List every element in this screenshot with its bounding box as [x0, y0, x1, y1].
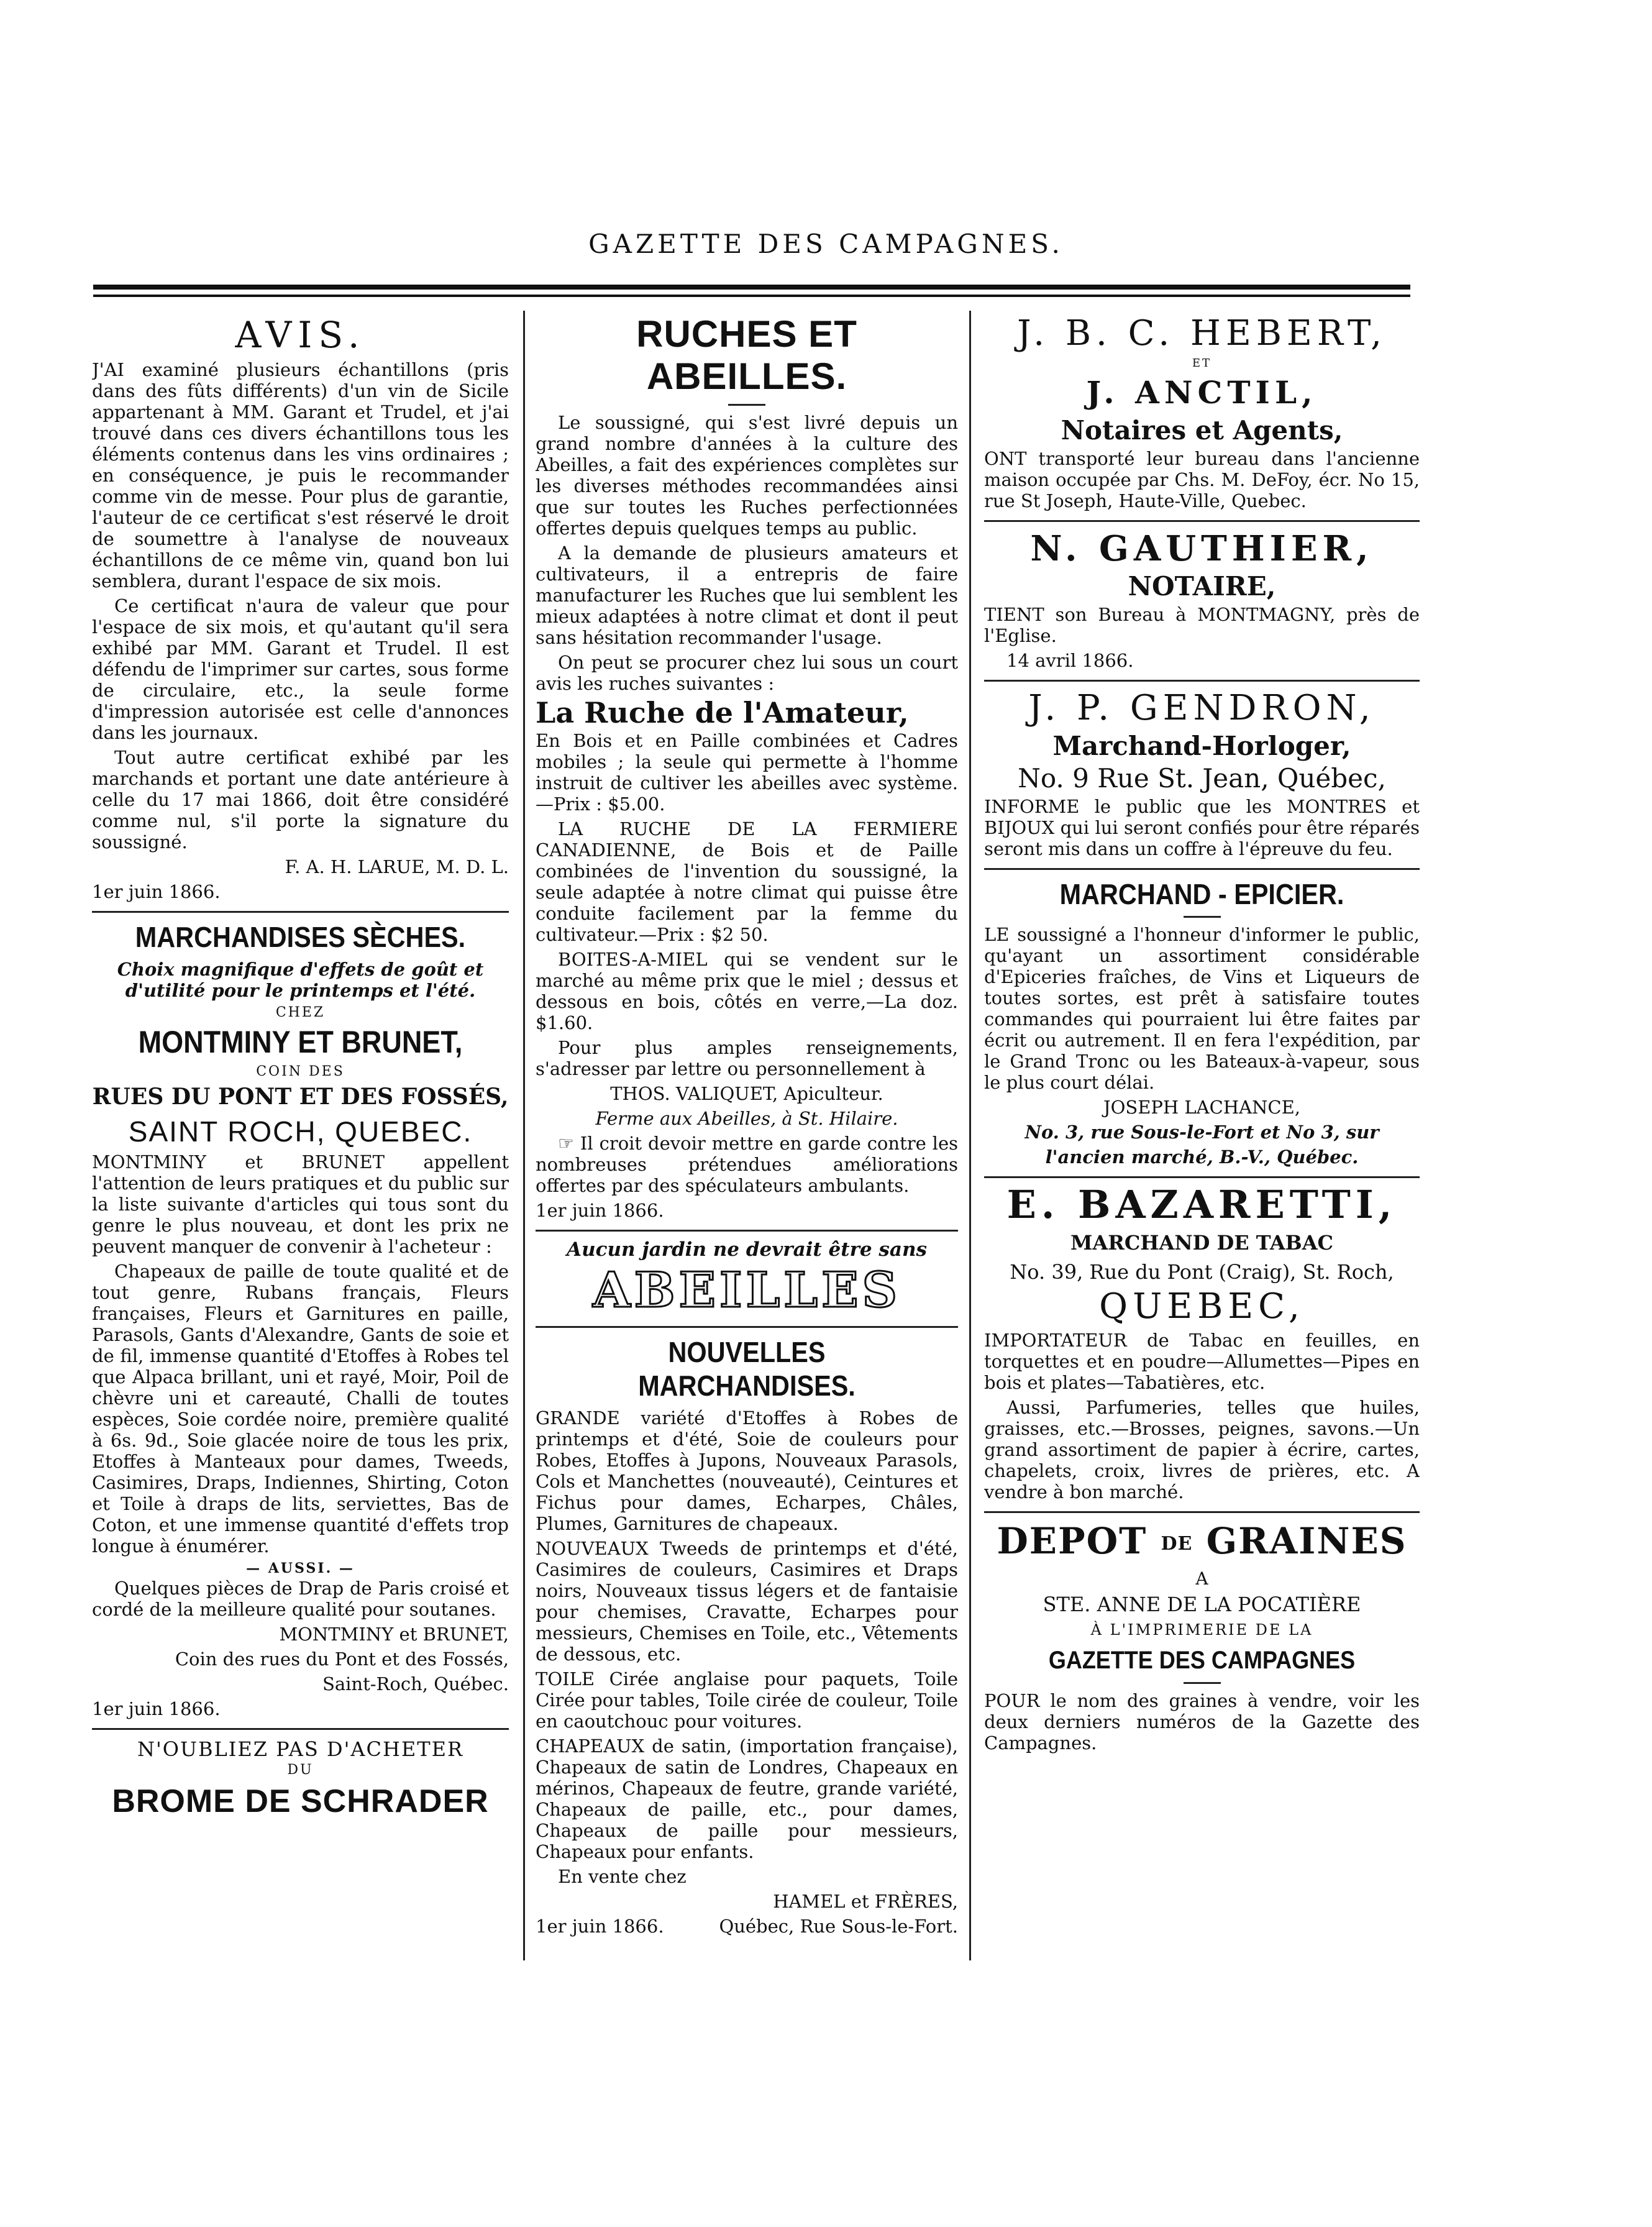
depot-title — [984, 1520, 1420, 1565]
nouvelles-vente: En vente chez — [558, 1866, 687, 1887]
hebert-role: Notaires et Agents, — [1061, 415, 1343, 446]
bazaretti-ad — [984, 1182, 1420, 1502]
avis-notice — [92, 316, 509, 902]
bazaretti-name: E. BAZARETTI, — [1006, 1182, 1397, 1227]
nouvelles-title: NOUVELLES MARCHANDISES. — [638, 1336, 856, 1402]
epicier-paragraph: LE soussigné a l'honneur d'informer le public, qu'ayant un assortiment considérable d'Epiceries fraîches, de Vins et Liqueurs de toutes sortes, est prêt à satisfaire toutes commandes qui pourraient lui être faites par écrit ou autrement. Il en fera l'expédition, par le Grand Tronc ou les Bateaux-à-vapeur, sous le plus court délai. — [984, 924, 1420, 1093]
gendron-name: J. P. GENDRON, — [1028, 688, 1376, 728]
jardin-ad — [536, 1239, 958, 1317]
ruches-paragraph-6: BOITES-A-MIEL qui se vendent sur le marché au même prix que le miel ; dessus et dessous en bois, côtés en verre,—La doz. $1.60. — [536, 949, 958, 1033]
ruches-paragraph-7: Pour plus amples renseignements, s'adresser par lettre ou personnellement à — [536, 1037, 958, 1079]
header-rule-thick — [93, 285, 1410, 290]
ruches-place: Ferme aux Abeilles, à St. Hilaire. — [595, 1108, 898, 1129]
jardin-line: Aucun jardin ne devrait être sans — [567, 1238, 927, 1261]
depot-a: A — [1195, 1568, 1208, 1589]
ruches-sign: THOS. VALIQUET, Apiculteur. — [610, 1083, 883, 1104]
ruches-paragraph-5: LA RUCHE DE LA FERMIERE CANADIENNE, de Bois et de Paille combinées de l'invention du soussigné, la seule adaptée à notre climat qui puisse être conduite facilement par la femme du cultivateur.—Prix : $2 50. — [536, 818, 958, 945]
page-title: GAZETTE DES CAMPAGNES. — [588, 229, 1064, 259]
depot-word: DEPOT — [997, 1520, 1148, 1562]
marchandises-aussi: — AUSSI. — — [246, 1560, 355, 1576]
nouvelles-date: 1er juin 1866. — [536, 1916, 664, 1937]
marchandises-addr-2: Saint-Roch, Québec. — [322, 1673, 509, 1694]
avis-paragraph-3: Tout autre certificat exhibé par les marchands et portant une date antérieure à celle du 17 mai 1866, doit être considéré comme nul, s'il porte la signature du soussigné. — [92, 747, 509, 853]
bazaretti-paragraph-1: IMPORTATEUR de Tabac en feuilles, en torquettes et en poudre—Allumettes—Pipes en bois et plates—Tabatières, etc. — [984, 1330, 1420, 1393]
marchandises-sign: MONTMINY et BRUNET, — [279, 1624, 509, 1645]
marchandises-title: MARCHANDISES SÈCHES. — [135, 921, 466, 953]
dash — [728, 404, 765, 406]
bazaretti-role: MARCHAND DE TABAC — [1070, 1231, 1334, 1255]
avis-paragraph-1: J'AI examiné plusieurs échantillons (pris dans des fûts différents) d'un vin de Sicile appartenant à MM. Garant et Trudel, et j'ai trouvé dans ces divers échantillons tous les éléments contenus dans les vins ordinaires ; en conséquence, je puis le recommander comme vin de messe. Pour plus de garantie, l'auteur de ce certificat s'est réservé le droit de soumettre à l'analyse de nouveaux échantillons de ce même vin, quand bon lui semblera, durant l'espace de six mois. — [92, 359, 509, 592]
dash — [1184, 916, 1221, 918]
avis-title: AVIS. — [235, 314, 366, 356]
hebert-paragraph: ONT transporté leur bureau dans l'ancienne maison occupée par Chs. M. DeFoy, écr. No 15, rue St Joseph, Haute-Ville, Quebec. — [984, 448, 1420, 511]
bazaretti-addr: No. 39, Rue du Pont (Craig), St. Roch, — [1010, 1260, 1394, 1284]
marchandises-date: 1er juin 1866. — [92, 1698, 221, 1719]
gendron-role: Marchand-Horloger, — [1052, 731, 1351, 761]
ruches-paragraph-3: On peut se procurer chez lui sous un court avis les ruches suivantes : — [536, 652, 958, 694]
bazaretti-city: QUEBEC, — [1099, 1286, 1305, 1327]
brome-ad — [92, 1737, 509, 1822]
nouvelles-firm: HAMEL et FRÈRES, — [773, 1891, 958, 1912]
ruches-paragraph-2: A la demande de plusieurs amateurs et cultivateurs, il a entrepris de faire manufacturer les Ruches que lui semblent les mieux adaptées à notre climat et dont il peut sans hésitation recommander l'usage. — [536, 542, 958, 648]
anctil-name: J. ANCTIL, — [1086, 374, 1318, 411]
dash — [1184, 1682, 1221, 1684]
column-divider-2 — [969, 311, 971, 1960]
hebert-name: J. B. C. HEBERT, — [1017, 313, 1387, 354]
nouvelles-marchandises-ad — [536, 1335, 958, 1941]
gauthier-date: 14 avril 1866. — [1006, 650, 1134, 671]
avis-paragraph-2: Ce certificat n'aura de valeur que pour l'espace de six mois, et qu'autant qu'il sera exhibé par MM. Garant et Trudel. Il est défendu de l'imprimer sur cartes, sous forme de circulaire, etc., la seule forme d'impression autorisée est celle d'annonces dans les journaux. — [92, 595, 509, 743]
depot-gazette: GAZETTE DES CAMPAGNES — [1048, 1647, 1356, 1674]
ruches-paragraph-1: Le soussigné, qui s'est livré depuis un grand nombre d'années à la culture des Abeilles, a fait des expériences complètes sur les diverses méthodes recommandées ainsi que sur toutes les Ruches perfectionnées offertes depuis quelques temps au public. — [536, 412, 958, 539]
separator — [536, 1326, 958, 1328]
gauthier-name: N. GAUTHIER, — [1030, 528, 1374, 569]
epicier-sign: JOSEPH LACHANCE, — [1103, 1097, 1301, 1118]
brome-line-1: N'OUBLIEZ PAS D'ACHETER — [137, 1737, 464, 1761]
gauthier-role: NOTAIRE, — [1128, 571, 1276, 601]
marchandises-addr-1: Coin des rues du Pont et des Fossés, — [175, 1649, 509, 1670]
brome-du: DU — [287, 1762, 314, 1778]
ruche-amateur-title: La Ruche de l'Amateur, — [536, 696, 909, 729]
ruches-date: 1er juin 1866. — [536, 1200, 664, 1221]
gauthier-ad — [984, 529, 1420, 671]
epicier-addr-2: l'ancien marché, B.-V., Québec. — [1045, 1146, 1359, 1168]
nouvelles-paragraph-1: GRANDE variété d'Etoffes à Robes de printemps et d'été, Soie de couleurs pour Robes, Etoffes à Jupons, Nouveaux Parasols, Cols et Manchettes (nouveauté), Ceintures et Fichus pour dames, Echarpes, Châles, Plumes, Garnitures de chapeaux. — [536, 1407, 958, 1534]
separator — [92, 911, 509, 913]
marchandises-paragraph-2: Chapeaux de paille de toute qualité et de tout genre, Rubans français, Fleurs françaises, Fleurs et Garnitures en paille, Parasols, Gants d'Alexandre, Gants de soie et de fil, immense quantité d'Etoffes à Robes tel que Alpaca brillant, uni et rayé, Moir, Poil de chèvre uni et careauté, Challi de toutes espèces, Soie cordée noire, première qualité à 6s. 9d., Soie glacée noire de tous les prix, Etoffes à Manteaux pour dames, Tweeds, Casimires, Draps, Indiennes, Shirting, Coton et Toile à draps de lits, serviettes, Bas de Coton, et une immense quantité d'effets trop longue à énumérer. — [92, 1261, 509, 1557]
header-rule-thin — [93, 295, 1410, 297]
gendron-addr: No. 9 Rue St. Jean, Québec, — [1018, 763, 1386, 793]
marchandises-subtitle: Choix magnifique d'effets de goût et d'utilité pour le printemps et l'été. — [117, 959, 484, 1001]
gauthier-paragraph: TIENT son Bureau à MONTMAGNY, près de l'Eglise. — [984, 604, 1420, 646]
ruches-paragraph-4: En Bois et en Paille combinées et Cadres mobiles ; la seule qui permette à l'homme instruit de cultiver les abeilles avec système.—Prix : $5.00. — [536, 730, 958, 815]
separator — [984, 1511, 1420, 1513]
column-middle — [529, 311, 964, 1957]
ruches-paragraph-8: ☞ Il croit devoir mettre en garde contre les nombreuses prétendues améliorations offertes par des spéculateurs ambulants. — [536, 1133, 958, 1196]
depot-imprimerie: À L'IMPRIMERIE DE LA — [1090, 1621, 1313, 1639]
column-divider-1 — [523, 311, 525, 1960]
epicier-title: MARCHAND - EPICIER. — [1059, 878, 1344, 910]
marchandises-streets: RUES DU PONT ET DES FOSSÉS, — [92, 1084, 509, 1110]
ruches-title: RUCHES ET ABEILLES. — [636, 313, 857, 397]
avis-date: 1er juin 1866. — [92, 881, 221, 902]
epicier-addr-1: No. 3, rue Sous-le-Fort et No 3, sur — [1025, 1122, 1379, 1143]
marchandises-city: SAINT ROCH, QUEBEC. — [128, 1115, 473, 1148]
marchandises-coin: COIN DES — [256, 1064, 345, 1079]
depot-place: STE. ANNE DE LA POCATIÈRE — [1043, 1593, 1361, 1616]
separator — [984, 1176, 1420, 1178]
gendron-paragraph: INFORME le public que les MONTRES et BIJOUX qui lui seront confiés pour être réparés seront mis dans un coffre à l'épreuve du feu. — [984, 796, 1420, 859]
abeilles-decorative-title: ABEILLES — [593, 1262, 901, 1319]
gendron-ad — [984, 689, 1420, 859]
marchandises-chez: CHEZ — [275, 1005, 326, 1020]
separator — [984, 868, 1420, 870]
marchandises-firm: MONTMINY ET BRUNET, — [138, 1025, 463, 1059]
depot-de: DE — [1161, 1533, 1193, 1555]
marchandises-paragraph-1: MONTMINY et BRUNET appellent l'attention de leurs pratiques et du public sur la liste suivante d'articles qui tous sont du genre le plus nouveau, et dont les prix ne peuvent manquer de convenir à l'acheteur : — [92, 1151, 509, 1257]
nouvelles-addr: Québec, Rue Sous-le-Fort. — [719, 1916, 958, 1937]
nouvelles-paragraph-3: TOILE Cirée anglaise pour paquets, Toile Cirée pour tables, Toile cirée de couleur, Toile en caoutchouc pour voitures. — [536, 1668, 958, 1732]
hebert-anctil-ad — [984, 314, 1420, 511]
brome-title: BROME DE SCHRADER — [112, 1783, 489, 1819]
separator — [984, 520, 1420, 522]
column-left — [92, 311, 518, 1957]
nouvelles-footer — [536, 1916, 958, 1941]
marchandises-seches-ad — [92, 920, 509, 1719]
nouvelles-paragraph-4: CHAPEAUX de satin, (importation française), Chapeaux de satin de Londres, Chapeaux en mérinos, Chapeaux de feutre, grande variété, Chapeaux de paille, etc., pour dames, Chapeaux de paille pour messieurs, Chapeaux pour enfants. — [536, 1735, 958, 1862]
separator — [92, 1728, 509, 1730]
graines-word: GRAINES — [1206, 1520, 1407, 1562]
separator — [536, 1230, 958, 1232]
depot-graines-ad — [984, 1520, 1420, 1754]
column-right — [975, 311, 1420, 1957]
nouvelles-paragraph-2: NOUVEAUX Tweeds de printemps et d'été, Casimires de couleurs, Casimires et Draps noirs, Nouveaux tissus légers et de fantaisie pour chemises, Cravatte, Echarpes pour messieurs, Chemises en Toile, etc., Vêtements de dessous, etc. — [536, 1538, 958, 1665]
hebert-et: ET — [1192, 357, 1212, 370]
bazaretti-paragraph-2: Aussi, Parfumeries, telles que huiles, graisses, etc.—Brosses, peignes, savons.—Un grand assortiment de papier à écrire, cartes, chapelets, croix, livres de prières, etc. A vendre à bon marché. — [984, 1397, 1420, 1502]
depot-paragraph: POUR le nom des graines à vendre, voir les deux derniers numéros de la Gazette des Campagnes. — [984, 1690, 1420, 1754]
marchand-epicier-ad — [984, 877, 1420, 1168]
avis-signature: F. A. H. LARUE, M. D. L. — [285, 856, 509, 877]
marchandises-paragraph-3: Quelques pièces de Drap de Paris croisé et cordé de la meilleure qualité pour soutanes. — [92, 1578, 509, 1620]
ruches-ad — [536, 313, 958, 1221]
separator — [984, 680, 1420, 682]
